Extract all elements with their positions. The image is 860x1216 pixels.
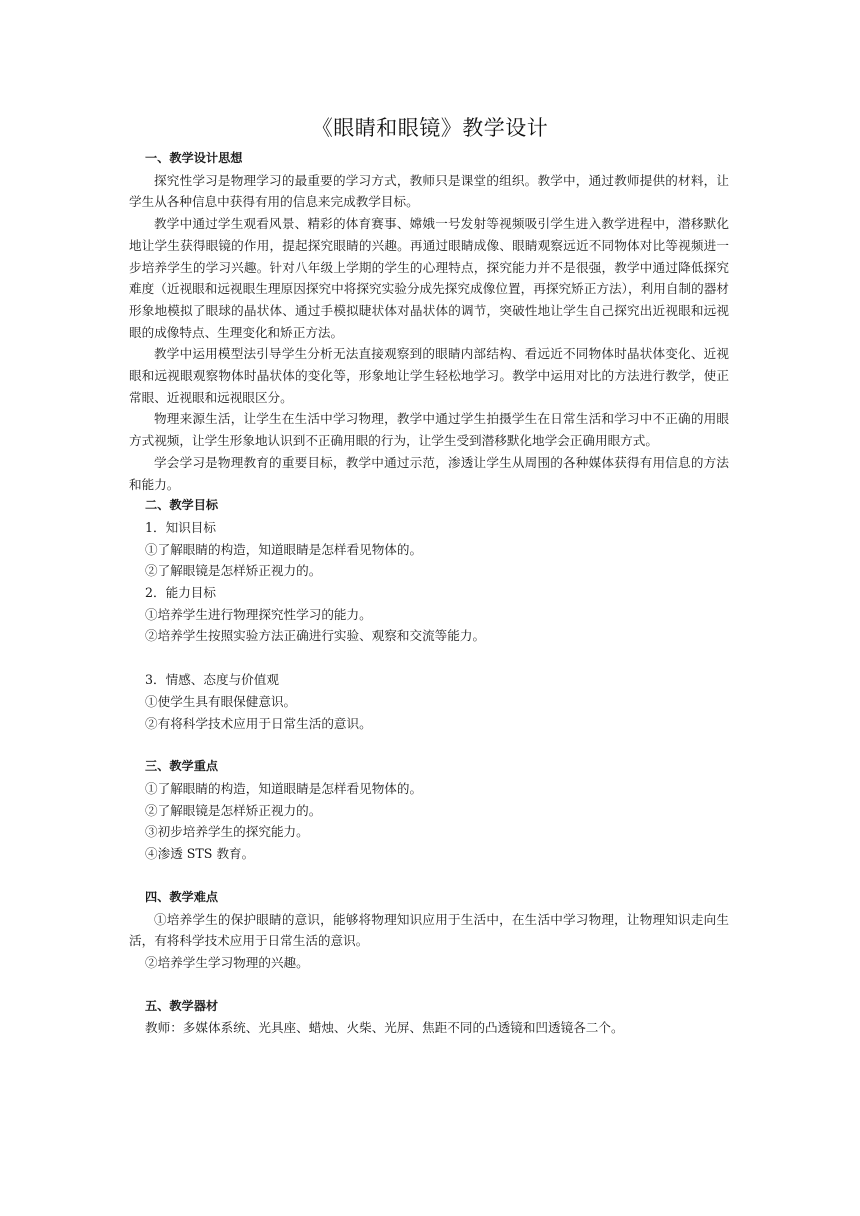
spacer [129, 865, 729, 887]
section-heading-difficulties: 四、教学难点 [145, 889, 219, 904]
list-item: 教师：多媒体系统、光具座、蜡烛、火柴、光屏、焦距不同的凸透镜和凹透镜各二个。 [145, 1020, 624, 1036]
paragraph: ①培养学生的保护眼睛的意识，能够将物理知识应用于生活中，在生活中学习物理，让物理知识走向生活，有将科学技术应用于日常生活的意识。 [129, 911, 729, 949]
spacer [129, 647, 729, 669]
section-heading-key-points: 三、教学重点 [145, 759, 219, 774]
paragraph: 学会学习是物理教育的重要目标，教学中通过示范，渗透让学生从周围的各种媒体获得有用信息的方法和能力。 [129, 454, 729, 492]
subheading-attitude: 3．情感、态度与价值观 [145, 672, 279, 688]
paragraph: 探究性学习是物理学习的最重要的学习方式，教师只是课堂的组织。教学中，通过教师提供的材料，让学生从各种信息中获得有用的信息来完成教学目标。 [129, 172, 729, 210]
list-item: ②有将科学技术应用于日常生活的意识。 [145, 715, 372, 731]
list-item: ③初步培养学生的探究能力。 [145, 824, 309, 840]
list-item: ④渗透 STS 教育。 [145, 846, 255, 862]
paragraph: 教学中运用模型法引导学生分析无法直接观察到的眼睛内部结构、看远近不同物体时晶状体变化、近视眼和远视眼观察物体时晶状体的变化等，形象地让学生轻松地学习。教学中运用对比的方法进行教学，使正常眼、近视眼和远视眼区分。 [129, 346, 729, 405]
subheading-knowledge: 1．知识目标 [145, 519, 216, 535]
list-item: ②了解眼镜是怎样矫正视力的。 [145, 563, 322, 579]
section-heading-equipment: 五、教学器材 [145, 998, 219, 1013]
list-item: ①了解眼睛的构造，知道眼睛是怎样看见物体的。 [145, 541, 423, 557]
spacer [129, 974, 729, 996]
list-item: ①培养学生进行物理探究性学习的能力。 [145, 606, 372, 622]
section-heading-objectives: 二、教学目标 [145, 498, 219, 513]
spacer [129, 734, 729, 756]
document-body [129, 148, 729, 1039]
paragraph: 教学中通过学生观看风景、精彩的体育赛事、嫦娥一号发射等视频吸引学生进入教学进程中，潜移默化地让学生获得眼镜的作用，提起探究眼睛的兴趣。再通过眼睛成像、眼睛观察远近不同物体对比等视频进一步培养学生的学习兴趣。针对八年级上学期的学生的心理特点，探究能力并不是很强，教学中通过降低探究难度（近视眼和远视眼生理原因探究中将探究实验分成先探究成像位置，再探究矫正方法），利用自制的器材形象地模拟了眼球的晶状体、通过手模拟睫状体对晶状体的调节，突破性地让学生自己探究出近视眼和远视眼的成像特点、生理变化和矫正方法。 [129, 216, 729, 340]
section-heading-design-idea: 一、教学设计思想 [145, 151, 243, 165]
document-title: 《眼睛和眼镜》教学设计 [311, 116, 549, 140]
list-item: ①使学生具有眼保健意识。 [145, 693, 297, 709]
subheading-ability: 2．能力目标 [145, 585, 216, 601]
list-item: ①了解眼睛的构造，知道眼睛是怎样看见物体的。 [145, 780, 423, 796]
list-item: ②培养学生学习物理的兴趣。 [145, 954, 309, 970]
list-item: ②了解眼镜是怎样矫正视力的。 [145, 802, 322, 818]
paragraph: 物理来源生活，让学生在生活中学习物理，教学中通过学生拍摄学生在日常生活和学习中不正确的用眼方式视频，让学生形象地认识到不正确用眼的行为，让学生受到潜移默化地学会正确用眼方式。 [129, 411, 729, 449]
list-item: ②培养学生按照实验方法正确进行实验、观察和交流等能力。 [145, 628, 486, 644]
